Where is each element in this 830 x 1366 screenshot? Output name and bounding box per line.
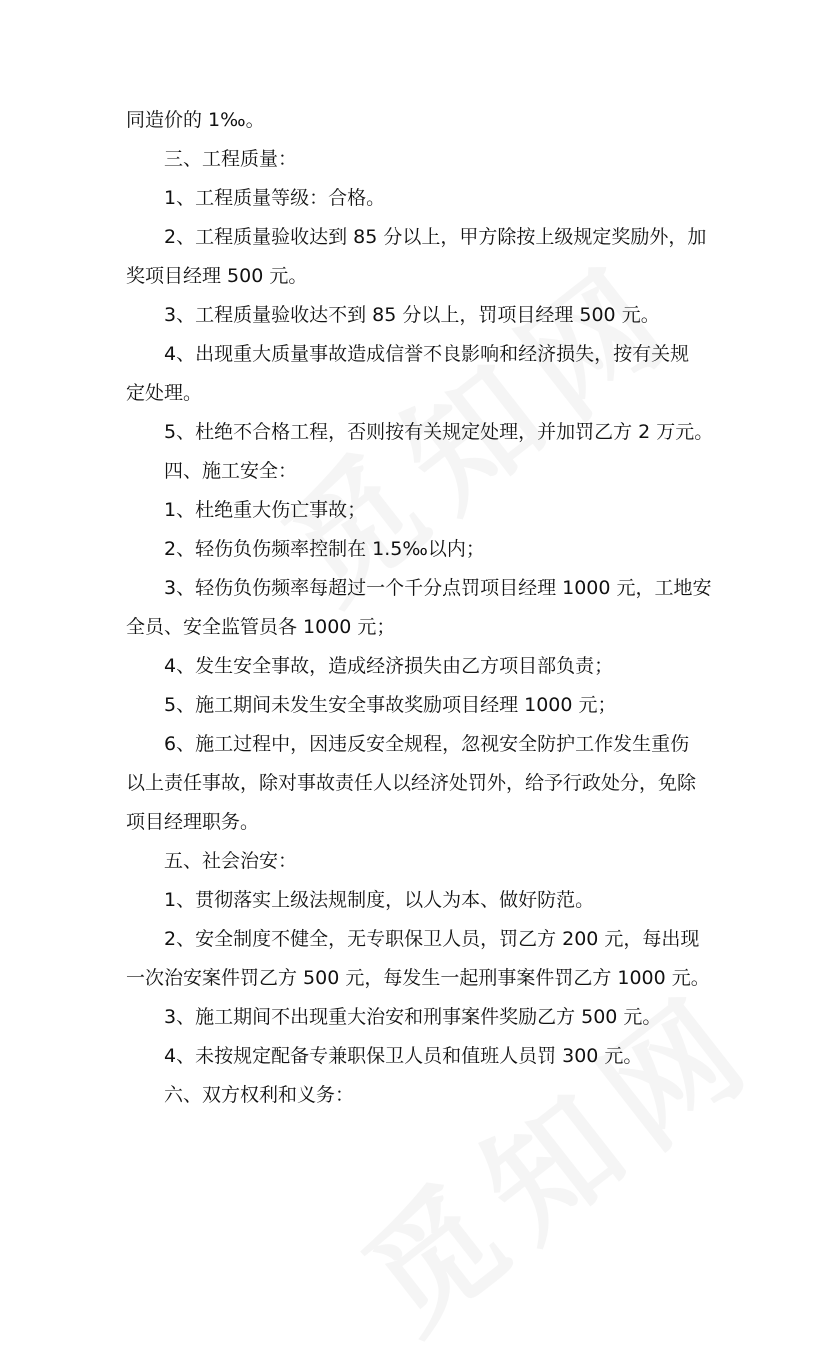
- text-line: 一次治安案件罚乙方 500 元，每发生一起刑事案件罚乙方 1000 元。: [126, 967, 710, 989]
- text-line: 1、工程质量等级：合格。: [164, 187, 386, 209]
- text-line: 4、未按规定配备专兼职保卫人员和值班人员罚 300 元。: [164, 1045, 643, 1067]
- text-line: 5、杜绝不合格工程，否则按有关规定处理，并加罚乙方 2 万元。: [164, 421, 714, 443]
- section-heading: 六、双方权利和义务：: [164, 1084, 355, 1106]
- text-line: 奖项目经理 500 元。: [126, 265, 308, 287]
- text-line: 3、工程质量验收达不到 85 分以上，罚项目经理 500 元。: [164, 304, 660, 326]
- text-line: 3、施工期间不出现重大治安和刑事案件奖励乙方 500 元。: [164, 1006, 662, 1028]
- text-line: 2、工程质量验收达到 85 分以上，甲方除按上级规定奖励外，加: [164, 226, 707, 248]
- text-line: 定处理。: [126, 382, 203, 404]
- text-line: 同造价的 1‰。: [126, 109, 265, 131]
- section-heading: 三、工程质量：: [164, 148, 298, 170]
- text-line: 4、出现重大质量事故造成信誉不良影响和经济损失，按有关规: [164, 343, 690, 365]
- section-heading: 五、社会治安：: [164, 850, 298, 872]
- text-line: 2、轻伤负伤频率控制在 1.5‰以内；: [164, 538, 485, 560]
- text-line: 5、施工期间未发生安全事故奖励项目经理 1000 元；: [164, 694, 617, 716]
- text-line: 项目经理职务。: [126, 811, 260, 833]
- text-line: 1、杜绝重大伤亡事故；: [164, 499, 367, 521]
- text-line: 3、轻伤负伤频率每超过一个千分点罚项目经理 1000 元，工地安: [164, 577, 712, 599]
- section-heading: 四、施工安全：: [164, 460, 298, 482]
- text-line: 全员、安全监管员各 1000 元；: [126, 616, 396, 638]
- text-line: 2、安全制度不健全，无专职保卫人员，罚乙方 200 元，每出现: [164, 928, 700, 950]
- text-line: 6、施工过程中，因违反安全规程，忽视安全防护工作发生重伤: [164, 733, 690, 755]
- text-line: 4、发生安全事故，造成经济损失由乙方项目部负责；: [164, 655, 614, 677]
- text-line: 1、贯彻落实上级法规制度，以人为本、做好防范。: [164, 889, 595, 911]
- text-line: 以上责任事故，除对事故责任人以经济处罚外，给予行政处分，免除: [126, 772, 697, 794]
